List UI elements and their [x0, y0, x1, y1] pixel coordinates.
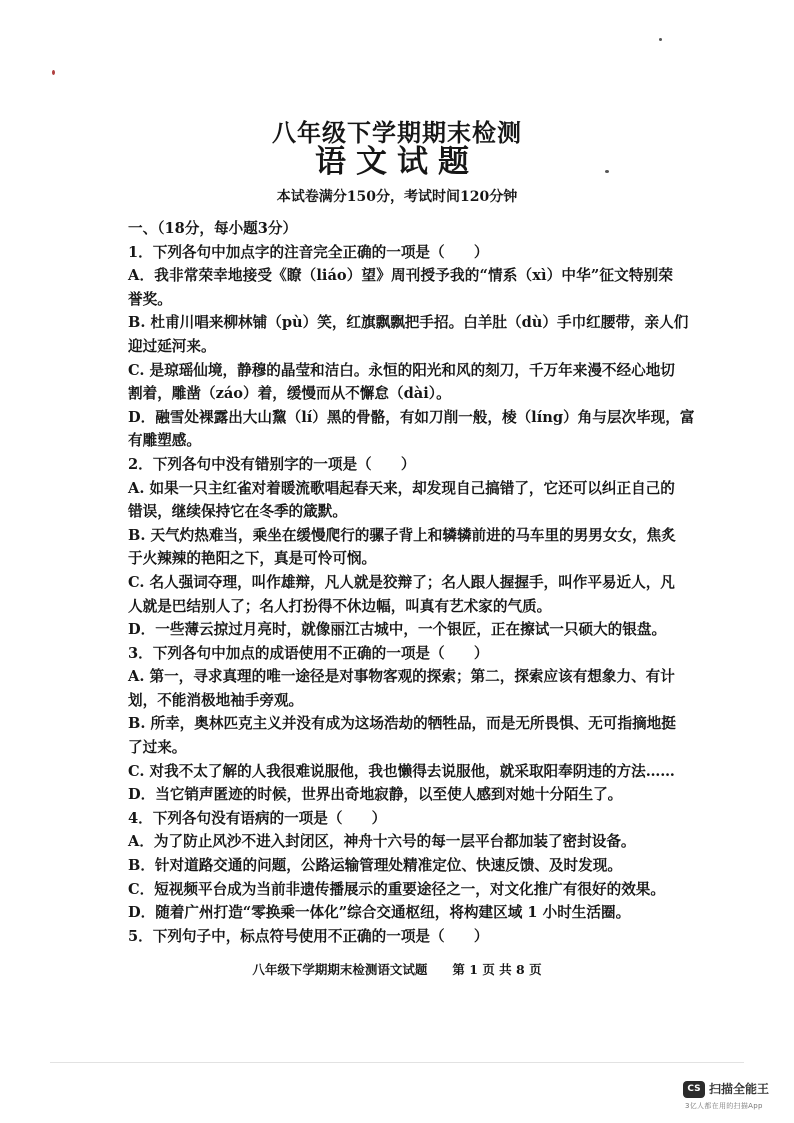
exam-title-grade: 八年级下学期期末检测: [272, 118, 522, 147]
divider: [50, 1062, 744, 1063]
option-a-cont: 划，不能消极地袖手旁观。: [128, 691, 304, 709]
option-c: C. 名人强词夺理，叫作雄辩，凡人就是狡辩了；名人跟人握握手，叫作平易近人，凡: [128, 573, 675, 591]
option-a: A．我非常荣幸地接受《瞭（liáo）望》周刊授予我的“情系（xì）中华”征文特别荣: [128, 267, 673, 285]
question-stem: 5．下列句子中，标点符号使用不正确的一项是（ ）: [128, 927, 489, 945]
option-a-cont: 誉奖。: [128, 290, 172, 308]
exam-title-subject: 语文试题: [315, 144, 479, 180]
option-a: A. 第一，寻求真理的唯一途径是对事物客观的探索；第二，探索应该有想象力、有计: [128, 668, 675, 686]
option-a: A. 如果一只主红雀对着暖流歌唱起春天来，却发现自己搞错了，它还可以纠正自己的: [128, 479, 675, 497]
option-c-cont: 割着，雕凿（záo）着，缓慢而从不懈怠（dài）。: [128, 385, 451, 403]
question-stem: 2．下列各句中没有错别字的一项是（ ）: [128, 455, 416, 473]
section-title: 一、（18分，每小题3分）: [128, 220, 298, 237]
question-2: [128, 453, 676, 642]
option-b: B. 杜甫川唱来柳林铺（pù）笑，红旗飘飘把手招。白羊肚（dù）手巾红腰带，亲人们: [128, 314, 689, 332]
question-stem: 1．下列各句中加点字的注音完全正确的一项是（ ）: [128, 243, 489, 261]
page-footer: 八年级下学期期末检测语文试题 第 1 页 共 8 页: [252, 962, 542, 977]
option-c-cont: 人就是巴结别人了；名人打扮得不休边幅，叫真有艺术家的气质。: [128, 597, 552, 615]
option-d: D．一些薄云掠过月亮时，就像丽江古城中，一个银匠，正在擦试一只硕大的银盘。: [128, 621, 667, 639]
watermark-app-name: 扫描全能王: [709, 1082, 770, 1096]
option-b-cont: 迎过延河来。: [128, 337, 216, 355]
scan-speck: [659, 38, 662, 41]
option-b-cont: 于火辣辣的艳阳之下，真是可怜可悯。: [128, 550, 377, 568]
scanner-watermark: [683, 1078, 791, 1118]
question-3: [128, 642, 676, 807]
scan-speck: [52, 70, 55, 75]
question-4: [128, 807, 673, 925]
exam-content: [128, 217, 695, 948]
option-a-cont: 错误，继续保持它在冬季的箴默。: [128, 503, 347, 521]
option-a: A．为了防止风沙不进入封闭区，神舟十六号的每一层平台都加装了密封设备。: [128, 833, 636, 851]
option-c: C. 对我不太了解的人我很难说服他，我也懒得去说服他，就采取阳奉阴违的方法……: [128, 762, 675, 780]
question-stem: 3．下列各句中加点的成语使用不正确的一项是（ ）: [128, 644, 489, 662]
exam-info: 本试卷满分150分，考试时间120分钟: [276, 189, 518, 205]
question-5: [128, 925, 673, 949]
camscanner-logo-icon: CS: [683, 1081, 705, 1098]
option-d: D．当它销声匿迹的时候，世界出奇地寂静，以至使人感到对她十分陌生了。: [128, 786, 623, 804]
option-b-cont: 了过来。: [128, 739, 187, 757]
question-stem: 4．下列各句没有语病的一项是（ ）: [128, 809, 387, 827]
option-c: C. 是琼瑶仙境，静穆的晶莹和洁白。永恒的阳光和风的刻刀，千万年来漫不经心地切: [128, 361, 675, 379]
option-d-cont: 有雕塑感。: [128, 432, 201, 450]
option-b: B. 天气灼热难当，乘坐在缓慢爬行的骡子背上和辚辚前进的马车里的男男女女，焦炙: [128, 526, 676, 544]
option-b: B. 所幸，奥林匹克主义并没有成为这场浩劫的牺牲品，而是无所畏惧、无可指摘地挺: [128, 715, 676, 733]
option-c: C．短视频平台成为当前非遗传播展示的重要途径之一，对文化推广有很好的效果。: [128, 880, 665, 898]
option-b: B．针对道路交通的问题，公路运输管理处精准定位、快速反馈、及时发现。: [128, 857, 622, 875]
option-d: D．融雪处裸露出大山黧（lí）黑的骨骼，有如刀削一般，棱（líng）角与层次毕现，富: [128, 408, 695, 426]
option-d: D．随着广州打造“零换乘一体化”综合交通枢纽，将构建区域 1 小时生活圈。: [128, 904, 631, 922]
watermark-slogan: 3亿人都在用的扫描App: [685, 1102, 763, 1110]
question-1: [128, 241, 695, 453]
